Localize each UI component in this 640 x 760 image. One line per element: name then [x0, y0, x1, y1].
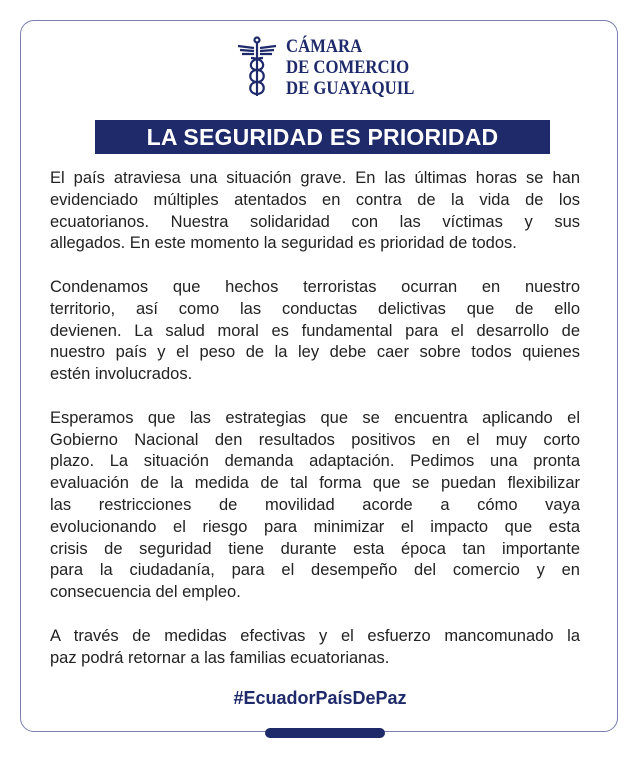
- paragraph: [50, 168, 580, 255]
- paragraph-line: evolucionando el riesgo para minimizar el impacto que esta: [50, 517, 580, 536]
- paragraph-line: paz podrá retornar a las familias ecuatorianas.: [50, 648, 390, 667]
- paragraph-line: consecuencia del empleo.: [50, 583, 241, 602]
- paragraph-line: evidenciado múltiples atentados en contra de la vida de los: [50, 190, 580, 209]
- paragraph-line: para la ciudadanía, para el desempeño del comercio y en: [50, 561, 580, 580]
- paragraph-line: crisis de seguridad tiene durante esta época tan importante: [50, 539, 580, 558]
- paragraph-line: Condenamos que hechos terroristas ocurran en nuestro: [50, 277, 580, 296]
- logo-line: DE GUAYAQUIL: [286, 78, 415, 99]
- caduceus-icon: [236, 36, 278, 98]
- paragraph-line: nuestro país y el peso de la ley debe caer sobre todos quienes: [50, 343, 580, 362]
- paragraph: [50, 408, 580, 604]
- logo-line: DE COMERCIO: [286, 57, 410, 78]
- title-banner: [95, 120, 550, 154]
- paragraph-line: A través de medidas efectivas y el esfuerzo mancomunado la: [50, 626, 580, 645]
- bottom-tab-decoration: [265, 728, 385, 738]
- paragraph-line: plazo. La situación demanda adaptación. Pedimos una pronta: [50, 452, 580, 471]
- paragraph-line: Gobierno Nacional den resultados positivos en el muy corto: [50, 430, 580, 449]
- paragraph-line: evaluación de la medida de tal forma que se puedan flexibilizar: [50, 474, 580, 493]
- logo-line: CÁMARA: [286, 36, 363, 57]
- paragraph-line: El país atraviesa una situación grave. En las últimas horas se han: [50, 169, 580, 187]
- statement-body: [50, 168, 580, 691]
- paragraph-line: territorio, así como las conductas delictivas que de ello: [50, 299, 580, 318]
- paragraph: [50, 277, 580, 386]
- paragraph-line: las restricciones de movilidad acorde a cómo vaya: [50, 495, 580, 514]
- paragraph-line: devienen. La salud moral es fundamental para el desarrollo de: [50, 321, 580, 340]
- page-title: LA SEGURIDAD ES PRIORIDAD: [146, 123, 499, 150]
- paragraph-line: Esperamos que las estrategias que se encuentra aplicando el: [50, 408, 580, 427]
- paragraph: [50, 626, 580, 670]
- chamber-logo: [236, 36, 432, 99]
- paragraph-line: ecuatorianos. Nuestra solidaridad con las víctimas y sus: [50, 212, 580, 231]
- hashtag: #EcuadorPaísDePaz: [233, 688, 407, 708]
- paragraph-line: allegados. En este momento la seguridad es prioridad de todos.: [50, 234, 517, 253]
- paragraph-line: estén involucrados.: [50, 365, 193, 384]
